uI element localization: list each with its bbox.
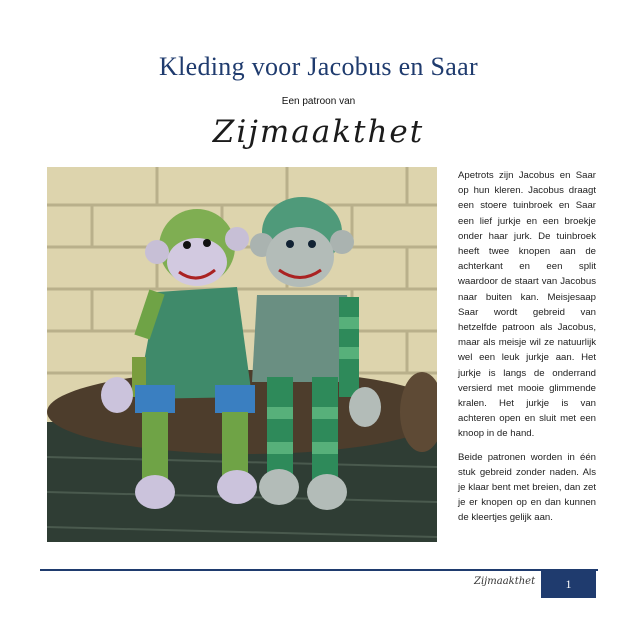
- body-text: [458, 168, 596, 534]
- paragraph: Beide patronen worden in één stuk gebreid zonder naden. Als je klaar bent met breien, dan zet je er knopen op en dan kunnen de kleertjes gelijk aan.: [458, 451, 596, 524]
- subtitle: Een patroon van: [281, 96, 356, 107]
- page-number: 1: [541, 571, 596, 598]
- footer-logo: Zijmaakthet: [474, 576, 536, 587]
- knitted-monkeys-photo: [47, 167, 437, 542]
- brand-logo: Zijmaakthet: [212, 114, 425, 150]
- paragraph: Apetrots zijn Jacobus en Saar op hun kleren. Jacobus draagt een stoere tuinbroek en Saar een lief jurkje en een broekje onder haar jurk. De tuinbroek heeft twee knopen aan de achterkant en een split waardoor de staart van Jacobus naar buiten kan. Meisjesaap Saar wordt gebreid van hetzelfde patroon als Jacobus, maar als meisje wil ze natuurlijk wel een leuk jurkje aan. Het jurkje is langs de onderrand versierd met mooie glimmende kralen. Het jurkje is van achteren open en sluit met een knoop in de hand.: [458, 170, 596, 440]
- page-title: Kleding voor Jacobus en Saar: [159, 52, 478, 81]
- footer-divider: [40, 569, 598, 571]
